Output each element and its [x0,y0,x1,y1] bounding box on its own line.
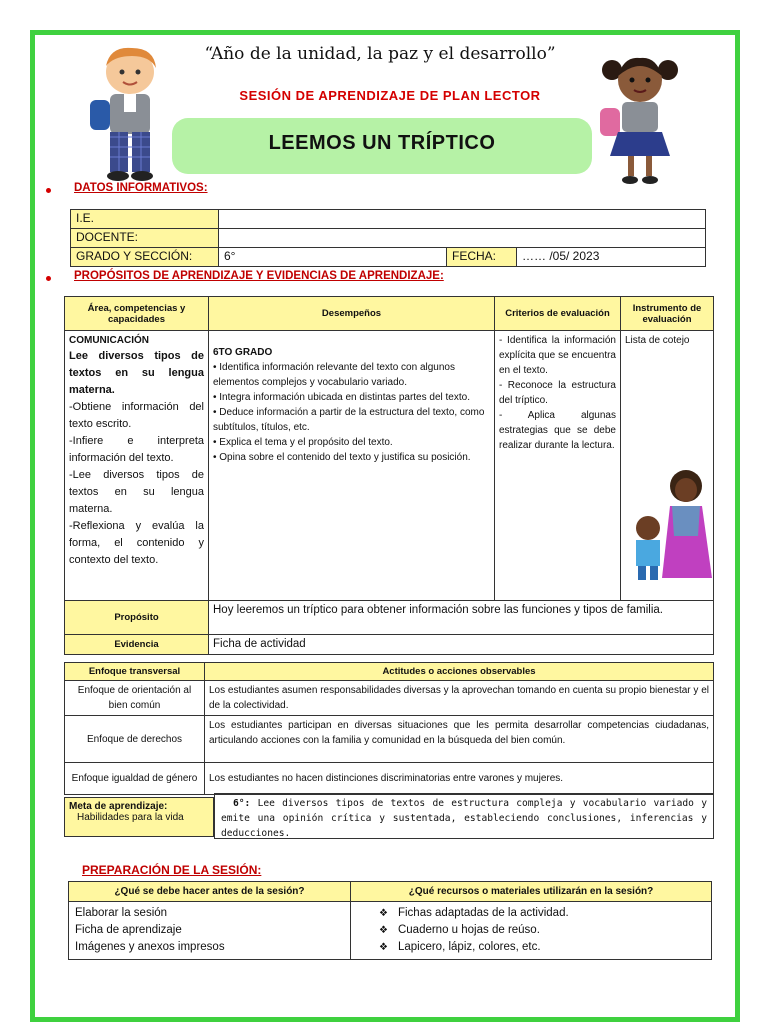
desempeno-item: • Integra información ubicada en distintas partes del texto. [213,392,470,403]
desempeno-item: • Opina sobre el contenido del texto y justifica su posición. [213,452,471,463]
fecha-label: FECHA: [447,248,517,267]
girl-illustration [590,48,690,188]
competencia: Lee diversos tipos de textos en su lengua materna. [69,350,204,396]
enfoque-actitud: Los estudiantes no hacen distinciones discriminatorias entre varones y mujeres. [205,763,714,795]
evidencia-label: Evidencia [65,635,209,655]
datos-table [70,209,706,267]
col-area: Área, competencias y capacidades [65,297,209,331]
area-cell [65,331,209,601]
enfoque-name: Enfoque igualdad de género [65,763,205,795]
propositos-heading: PROPÓSITOS DE APRENDIZAJE Y EVIDENCIAS DE APRENDIZAJE: [74,270,444,282]
recurso-item: ❖ Cuaderno u hojas de reúso. [379,922,705,939]
capacidad-item: -Infiere e interpreta información del texto. [69,435,204,464]
col-recursos: ¿Qué recursos o materiales utilizarán en la sesión? [351,882,712,902]
meta-label-box [64,797,214,837]
session-title: SESIÓN DE APRENDIZAJE DE PLAN LECTOR [239,88,541,103]
docente-value[interactable] [219,229,706,248]
col-enfoque: Enfoque transversal [65,663,205,681]
fecha-value[interactable]: …… /05/ 2023 [517,248,706,267]
meta-sublabel: Habilidades para la vida [77,812,184,823]
criterio-item: - Reconoce la estructura del tríptico. [499,380,616,406]
propositos-table [64,296,714,655]
enfoque-actitud: Los estudiantes participan en diversas situaciones que les permita desarrollar competencias ciudadanas, articulando acciones con la familia y comunidad en la búsqueda del bien común. [205,716,714,763]
grado-title: 6TO GRADO [213,347,273,358]
instrumento-cell: Lista de cotejo [621,331,714,601]
motto: “Año de la unidad, la paz y el desarrollo” [204,44,556,64]
area-title: COMUNICACIÓN [69,335,149,346]
enfoque-name: Enfoque de orientación al bien común [65,681,205,716]
preparacion-heading: PREPARACIÓN DE LA SESIÓN: [82,863,262,877]
col-antes: ¿Qué se debe hacer antes de la sesión? [69,882,351,902]
antes-item: Elaborar la sesión [75,907,168,919]
criterio-item: - Aplica algunas estrategias que se debe realizar durante la lectura. [499,410,616,451]
recurso-item: ❖ Fichas adaptadas de la actividad. [379,905,705,922]
ie-value[interactable] [219,210,706,229]
enfoque-actitud: Los estudiantes asumen responsabilidades diversas y la aprovechan tomando en cuenta su propio bienestar y el de la colectividad. [205,681,714,716]
preparacion-table [68,881,712,960]
capacidad-item: -Reflexiona y evalúa la forma, el contenido y contexto del texto. [69,520,204,566]
bullet-icon [46,276,51,281]
enfoque-name: Enfoque de derechos [65,716,205,763]
evidencia-text: Ficha de actividad [209,635,714,655]
desempeno-item: • Explica el tema y el propósito del texto. [213,437,393,448]
col-desempenos: Desempeños [209,297,495,331]
enfoques-table [64,662,714,795]
antes-item: Ficha de aprendizaje [75,924,182,936]
desempeno-item: • Deduce información a partir de la estructura del texto, como subtítulos, títulos, etc. [213,407,485,433]
capacidad-item: -Obtiene información del texto escrito. [69,401,204,430]
datos-heading: DATOS INFORMATIVOS: [74,182,208,194]
criterio-item: - Identifica la información explícita que se encuentra en el texto. [499,335,616,376]
docente-label: DOCENTE: [71,229,219,248]
desempenos-cell [209,331,495,601]
col-instrumento: Instrumento de evaluación [621,297,714,331]
desempeno-item: • Identifica información relevante del texto con algunos elementos complejos y vocabulario variado. [213,362,455,388]
meta-label: Meta de aprendizaje: [69,801,168,812]
meta-grade: 6°: [233,798,251,809]
grado-value[interactable]: 6° [219,248,447,267]
criterios-cell [495,331,621,601]
proposito-text: Hoy leeremos un tríptico para obtener información sobre las funciones y tipos de familia. [209,601,714,635]
page-title: LEEMOS UN TRÍPTICO [268,132,496,154]
recurso-item: ❖ Lapicero, lápiz, colores, etc. [379,939,705,956]
meta-text-box [214,793,714,839]
meta-text: Lee diversos tipos de textos de estructura compleja y vocabulario variado y emite una opinión crítica y sustentada, estableciendo conclusiones, inferencias y deducciones. [221,798,707,839]
grado-label: GRADO Y SECCIÓN: [71,248,219,267]
antes-cell [69,902,351,960]
antes-item: Imágenes y anexos impresos [75,941,225,953]
recursos-cell [351,902,712,960]
proposito-label: Propósito [65,601,209,635]
col-criterios: Criterios de evaluación [495,297,621,331]
bullet-icon [46,188,51,193]
capacidad-item: -Lee diversos tipos de textos en su lengua materna. [69,469,204,515]
ie-label: I.E. [71,210,219,229]
col-actitudes: Actitudes o acciones observables [205,663,714,681]
